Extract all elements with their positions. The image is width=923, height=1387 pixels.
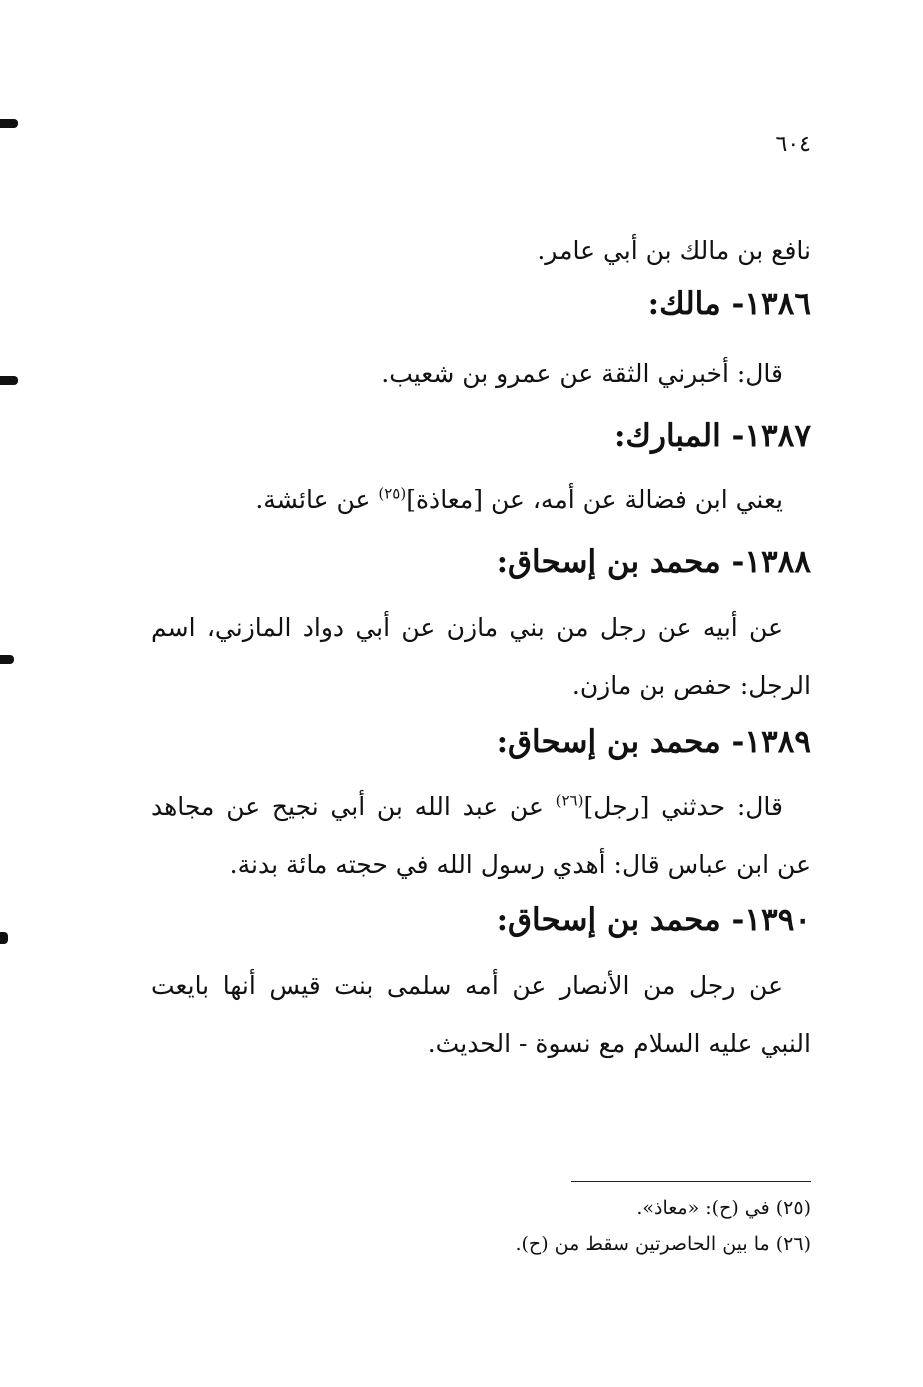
entry-text-1387 — [151, 471, 811, 529]
scan-margin-mark — [0, 376, 18, 385]
entry-text-1389 — [151, 778, 811, 894]
footnote-26: (٢٦) ما بين الحاصرتين سقط من (ح). — [515, 1233, 811, 1255]
entry-heading-1387: ١٣٨٧- المبارك: — [613, 418, 811, 454]
scan-margin-mark — [0, 119, 18, 128]
scan-margin-mark — [0, 932, 8, 944]
entry-heading-1389: ١٣٨٩- محمد بن إسحاق: — [496, 724, 811, 760]
entry-text-1390: عن رجل من الأنصار عن أمه سلمى بنت قيس أنها بايعت النبي عليه السلام مع نسوة - الحديث. — [151, 971, 811, 1058]
entry-text-1388: عن أبيه عن رجل من بني مازن عن أبي دواد المازني، اسم الرجل: حفص بن مازن. — [151, 613, 811, 700]
entry-text-1389-part-1: قال: حدثني [رجل] — [583, 792, 783, 821]
intro-line: نافع بن مالك بن أبي عامر. — [537, 236, 811, 265]
footnote-divider — [571, 1181, 811, 1182]
page-number: ٦٠٤ — [775, 132, 811, 157]
entry-text-1389-part-2: عن عبد الله بن أبي نجيح عن مجاهد عن ابن عباس قال: أهدي رسول الله في حجته مائة بدنة. — [151, 792, 811, 879]
entry-text-1387-part-2: عن عائشة. — [255, 485, 379, 514]
entry-text-1387-part-1: يعني ابن فضالة عن أمه، عن [معاذة] — [406, 485, 783, 514]
footnote-25: (٢٥) في (ح): «معاذ». — [636, 1197, 811, 1219]
footnote-ref-25: (٢٥) — [378, 484, 407, 503]
scan-margin-mark — [0, 655, 14, 664]
entry-heading-1388: ١٣٨٨- محمد بن إسحاق: — [496, 544, 811, 580]
entry-heading-1386: ١٣٨٦- مالك: — [647, 286, 811, 322]
footnote-ref-26: (٢٦) — [555, 791, 584, 810]
entry-heading-1390: ١٣٩٠- محمد بن إسحاق: — [496, 902, 811, 938]
entry-text-1386: قال: أخبرني الثقة عن عمرو بن شعيب. — [381, 359, 783, 388]
footnotes — [151, 1190, 811, 1262]
